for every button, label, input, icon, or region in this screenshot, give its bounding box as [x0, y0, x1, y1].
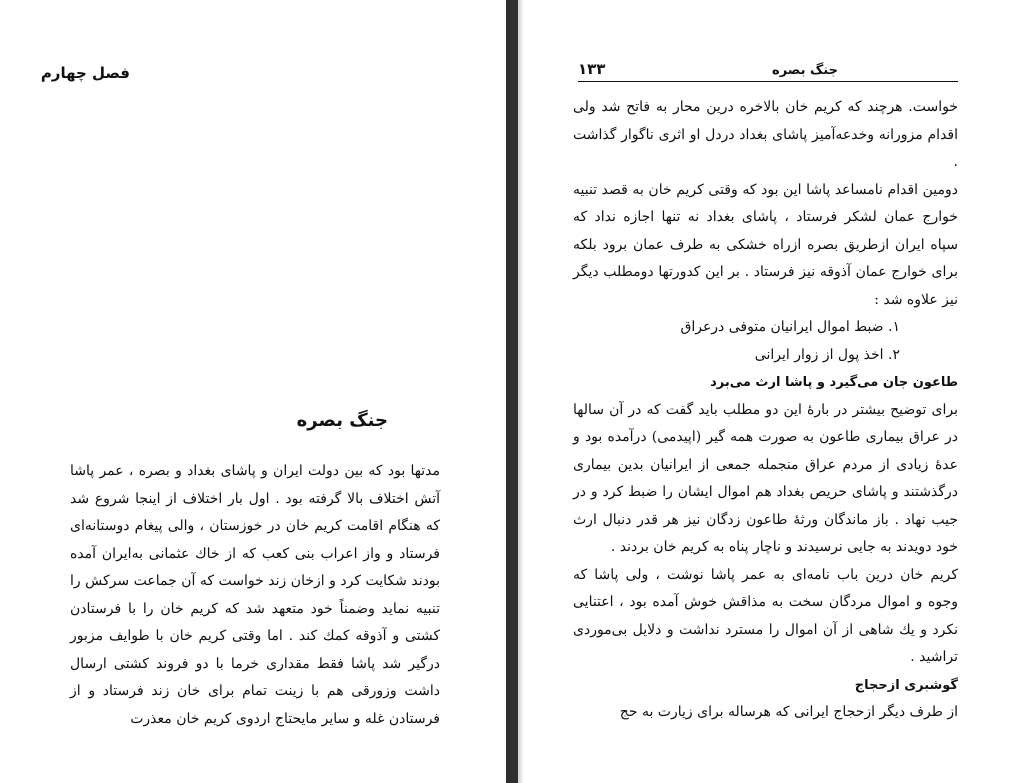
list-item: ۲. اخذ پول از زوار ایرانی — [754, 346, 900, 363]
book-spine — [506, 0, 518, 783]
left-page — [0, 0, 506, 783]
chapter-label: فصل چهارم — [40, 64, 130, 82]
right-page — [518, 0, 1024, 783]
running-head-title: جنگ بصره — [772, 63, 838, 78]
subheading: گوشبری ازحجاج — [854, 677, 958, 693]
paragraph: خواست. هرچند که کریم خان بالاخره درین محار به فاتح شد ولی اقدام مزورانه وخدعه‌آمیز پاشای بغداد دردل او اثری ناگوار گذاشت . — [573, 99, 958, 170]
list-item: ۱. ضبط اموال ایرانیان متوفی درعراق — [680, 319, 900, 335]
page-number: ۱۳۳ — [578, 60, 606, 78]
paragraph: از طرف دیگر ازحجاج ایرانی که هرساله برای زیارت به حج — [619, 704, 958, 720]
left-body-text: مدتها بود که بین دولت ایران و پاشای بغداد و بصره ، عمر پاشا آتش اختلاف بالا گرفته بود . اول بار اختلاف از اینجا شروع شد که هنگام اقامت کریم خان در خوزستان ، والی پیغام دوستانه‌ای فرستاد و واز اعراب بنی کعب که از خاك عثمانی به‌ایران آمده بودند شکایت کرد و ازخان زند خواست که آن جماعت سرکش را تنبیه نماید وضمناً خود متعهد شد که کریم خان را با فرستادن کشتی و آذوقه کمك کند . اما وقتی کریم خان با طوایف مزبور درگیر شد پاشا فقط مقداری خرما با دو فروند کشتی ارسال داشت وزورقی هم با زینت تمام برای خان زند فرستاد و از فرستادن غله و سایر مایحتاج اردوی کریم خان معذرت — [70, 463, 440, 727]
paragraph: کریم خان درین باب نامه‌ای به عمر پاشا نوشت ، ولی پاشا که وجوه و اموال مردگان سخت به مذاقش خوش آمده بود ، اعتنایی نکرد و یك شاهی از آن اموال را مسترد نداشت و دلایل بی‌موردی تراشید . — [573, 566, 958, 665]
spine-shadow — [518, 0, 524, 783]
subheading: طاعون جان می‌گیرد و پاشا ارث می‌برد — [710, 375, 958, 390]
paragraph: برای توضیح بیشتر در بارهٔ این دو مطلب باید گفت که در آن سالها در عراق بیماری طاعون به صورت همه گیر (اپیدمی) درآمده بود و عدهٔ زیادی از مردم عراق منجمله جمعی از ایرانیان بدین بیماری درگذشتند و پاشای حریص بغداد هم اموال ایشان را ضبط کرد و در جیب نهاد . باز ماندگان ورثهٔ طاعون زدگان نیز هر قدر دنبال ارث خود دویدند به جایی نرسیدند و ناچار پناه به کریم خان بردند . — [573, 401, 958, 555]
paragraph: دومین اقدام نامساعد پاشا این بود که وقتی کریم خان به قصد تنبیه خوارج عمان لشکر فرستاد ، پاشای بغداد نه تنها اجازه نداد که سپاه ایران ازطریق بصره ازراه خشکی به طرف عمان برود بلکه برای خوارج عمان آذوقه نیز فرستاد . بر این کدورتها دومطلب دیگر نیز علاوه شد : — [573, 181, 958, 308]
right-body-text — [573, 94, 958, 727]
section-title: جنگ بصره — [296, 410, 388, 431]
running-head — [578, 60, 958, 82]
